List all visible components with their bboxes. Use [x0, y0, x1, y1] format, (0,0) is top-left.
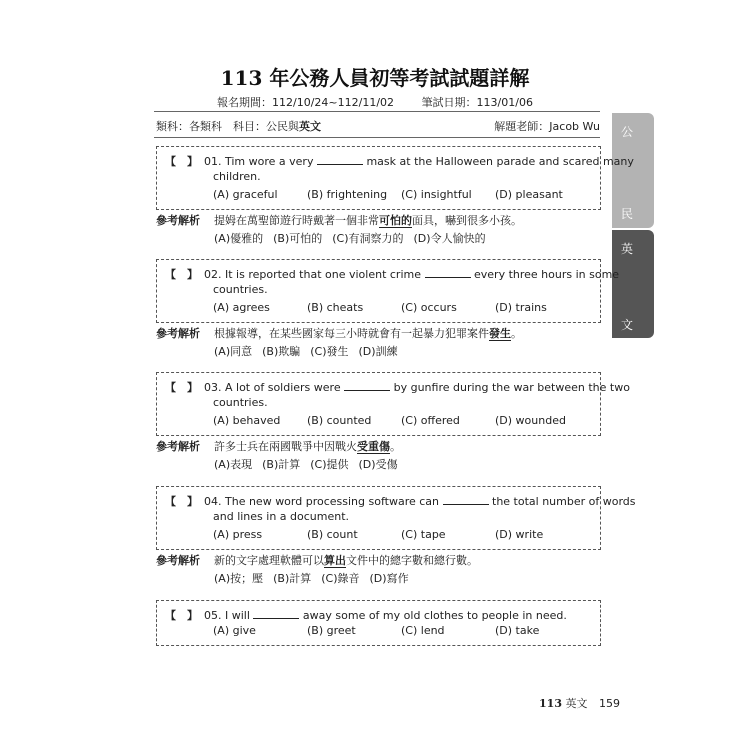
choice-translation: (C)錄音 [321, 572, 360, 585]
question-number: 05. [204, 609, 222, 622]
choice-translation: (B)可怕的 [273, 232, 323, 245]
exam-date: 筆試日期：113/01/06 [421, 96, 533, 109]
option-c: (C) insightful [401, 188, 472, 201]
choice-translation: (A)同意 [214, 345, 253, 358]
question-line [165, 493, 636, 509]
side-tab-char: 英 [620, 242, 633, 256]
question-number: 01. [204, 155, 222, 168]
answer-label: 參考解析 [156, 327, 200, 340]
footer-year: 113 [539, 697, 562, 710]
side-tab-english [612, 230, 654, 338]
option-a: (A) behaved [213, 414, 281, 427]
answer-text: 許多士兵在兩國戰爭中因戰火受重傷。 [214, 440, 401, 453]
question-line [165, 379, 630, 395]
answer-bracket: 【 】 [165, 609, 198, 622]
option-c: (C) occurs [401, 301, 457, 314]
answer-explanation-03 [156, 438, 600, 474]
option-a: (A) agrees [213, 301, 270, 314]
question-line: children. [213, 170, 261, 183]
option-d: (D) wounded [495, 414, 566, 427]
option-c: (C) lend [401, 624, 445, 637]
choice-translation: (D)訓練 [358, 345, 398, 358]
question-text: It is reported that one violent crime [225, 268, 421, 281]
exam-dates [150, 94, 600, 110]
side-tab-char: 民 [620, 207, 633, 221]
question-line: countries. [213, 283, 268, 296]
choice-translation: (B)計算 [262, 458, 301, 471]
question-text: Tim wore a very [225, 155, 314, 168]
answer-bracket: 【 】 [165, 155, 198, 168]
answer-highlight: 受重傷 [357, 440, 390, 453]
answer-label: 參考解析 [156, 214, 200, 227]
answer-highlight: 可怕的 [379, 214, 412, 227]
answer-blank [425, 266, 471, 278]
choice-translation: (C)發生 [310, 345, 349, 358]
registration-period: 報名期間：112/10/24~112/11/02 [217, 96, 395, 109]
answer-highlight: 發生 [489, 327, 511, 340]
answer-text: 提姆在萬聖節遊行時戴著一個非常可怕的面具，嚇到很多小孩。 [214, 214, 522, 227]
option-b: (B) greet [307, 624, 356, 637]
option-d: (D) take [495, 624, 540, 637]
question-box-03 [156, 372, 630, 436]
option-a: (A) graceful [213, 188, 278, 201]
question-number: 04. [204, 495, 222, 508]
answer-choices [214, 570, 419, 586]
page-number: 159 [599, 697, 620, 710]
choice-translation: (D)受傷 [358, 458, 398, 471]
choice-translation: (A)按；壓 [214, 572, 264, 585]
subject-bold: 英文 [299, 120, 321, 133]
answer-bracket: 【 】 [165, 268, 198, 281]
category-info: 類科：各類科 科目：公民與英文 [156, 120, 321, 133]
choice-translation: (C)有洞察力的 [332, 232, 404, 245]
answer-explanation-02 [156, 325, 600, 361]
header-rule [154, 111, 600, 112]
answer-bracket: 【 】 [165, 495, 198, 508]
question-text: away some of my old clothes to people in need. [302, 609, 567, 622]
answer-blank [317, 153, 363, 165]
answer-bracket: 【 】 [165, 381, 198, 394]
choice-translation: (A)表現 [214, 458, 253, 471]
answer-choices [214, 456, 408, 472]
page-footer [520, 695, 620, 711]
choice-translation: (B)欺騙 [262, 345, 301, 358]
side-tab-char: 文 [620, 318, 633, 332]
question-line [165, 266, 619, 282]
option-b: (B) count [307, 528, 358, 541]
question-box-02 [156, 259, 620, 323]
option-c: (C) tape [401, 528, 446, 541]
answer-choices [214, 343, 408, 359]
question-text: A lot of soldiers were [225, 381, 341, 394]
answer-blank [344, 379, 390, 391]
info-rule [154, 137, 600, 138]
question-text: mask at the Halloween parade and scared many [366, 155, 634, 168]
option-b: (B) frightening [307, 188, 388, 201]
question-text: I will [225, 609, 250, 622]
choice-translation: (A)優雅的 [214, 232, 264, 245]
choice-translation: (D)令人愉快的 [413, 232, 486, 245]
answer-blank [253, 607, 299, 619]
answer-explanation-01 [156, 212, 600, 248]
question-box-04 [156, 486, 636, 550]
option-d: (D) trains [495, 301, 547, 314]
choice-translation: (C)提供 [310, 458, 349, 471]
answer-explanation-04 [156, 552, 600, 588]
answer-text: 根據報導，在某些國家每三小時就會有一起暴力犯罪案件發生。 [214, 327, 522, 340]
answer-label: 參考解析 [156, 440, 200, 453]
side-tab-civics [612, 113, 654, 228]
choice-translation: (D)寫作 [369, 572, 409, 585]
answer-text: 新的文字處理軟體可以算出文件中的總字數和總行數。 [214, 554, 478, 567]
option-b: (B) cheats [307, 301, 364, 314]
question-line [165, 153, 634, 169]
question-box-01 [156, 146, 634, 210]
option-a: (A) give [213, 624, 256, 637]
question-text: every three hours in some [474, 268, 620, 281]
question-number: 02. [204, 268, 222, 281]
answer-choices [214, 230, 496, 246]
side-tab-char: 公 [620, 125, 633, 139]
answer-blank [443, 493, 489, 505]
option-d: (D) write [495, 528, 544, 541]
answer-label: 參考解析 [156, 554, 200, 567]
page-title: 113 年公務人員初等考試試題詳解 [220, 66, 530, 90]
option-d: (D) pleasant [495, 188, 563, 201]
teacher-info: 解題老師：Jacob Wu [494, 120, 600, 133]
option-a: (A) press [213, 528, 263, 541]
question-line: and lines in a document. [213, 510, 350, 523]
choice-translation: (B)計算 [273, 572, 312, 585]
question-text: The new word processing software can [225, 495, 439, 508]
question-text: the total number of words [492, 495, 636, 508]
option-b: (B) counted [307, 414, 372, 427]
question-text: by gunfire during the war between the two [393, 381, 630, 394]
question-box-05 [156, 600, 601, 646]
question-number: 03. [204, 381, 222, 394]
footer-subject: 英文 [565, 697, 588, 710]
option-c: (C) offered [401, 414, 460, 427]
question-line: countries. [213, 396, 268, 409]
answer-highlight: 算出 [324, 554, 346, 567]
question-line [165, 607, 567, 623]
